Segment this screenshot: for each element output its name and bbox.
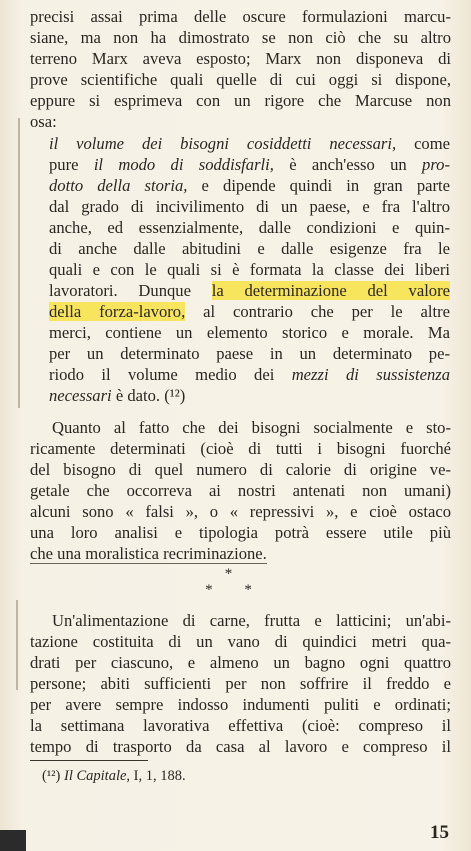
text-line: tempo di trasporto da casa al lavoro e compreso il [30,737,451,756]
text-line: drati per ciascuno, e almeno un bagno ogni quattro [30,653,451,672]
section-break: * * [205,582,266,598]
quote-line: merci, contiene un elemento storico e morale. Ma [49,323,450,342]
footnote: (¹²) Il Capitale, I, 1, 188. [42,768,186,784]
highlighted-text: la determinazione del valore [211,281,450,300]
text-line: siane, ma non ha dimostrato se non ciò che su altro [30,28,451,47]
text-line: terreno Marx aveva esposto; Marx non disponeva di [30,49,451,68]
quote-line: di anche dalle abitudini e dalle esigenze fra le [49,239,450,258]
text-line: Un'alimentazione di carne, frutta e latticini; un'abi- [52,611,451,630]
quote-line: pure il modo di soddisfarli, è anch'esso un pro- [49,155,450,174]
quote-line: per un determinato paese in un determinato pe- [49,344,450,363]
quote-line: della forza-lavoro, al contrario che per le altre [49,302,450,321]
text-line: per avere sempre indosso indumenti puliti e ordinati; [30,695,451,714]
quote-line: quali e con le quali si è formata la classe dei liberi [49,260,450,279]
text-line: getale che occorreva ai nostri antenati non umani) [30,481,451,500]
highlighted-text: della forza-lavoro, [49,302,186,321]
page-number: 15 [430,822,449,843]
text-line: che una moralistica recriminazione. [30,544,267,563]
text-line: prove scientifiche quali quelle di cui oggi si dispone, [30,70,451,89]
text-line: tazione costituita di un vano di quindici metri qua- [30,632,451,651]
section-break: * [224,566,247,582]
text-line: persone; abiti sufficienti per non soffrire il freddo e [30,674,451,693]
quote-line: necessari è dato. (¹²) [49,386,186,405]
text-line: una loro analisi e tipologia potrà essere utile più [30,523,451,542]
quote-line: dal grado di incivilimento di un paese, e fra l'altro [49,197,450,216]
quote-line: anche, ed essenzialmente, dalle condizioni e quin- [49,218,450,237]
text-line: alcuni sono « falsi », o « repressivi », e cioè ostaco [30,502,451,521]
quote-line: lavoratori. Dunque la determinazione del valore [49,281,450,300]
text-line: Quanto al fatto che dei bisogni socialmente e sto- [52,418,451,437]
quote-line: dotto della storia, e dipende quindi in gran parte [49,176,451,195]
quote-line: riodo il volume medio dei mezzi di sussistenza [49,365,450,384]
footnote-rule [30,760,148,761]
corner-mark [0,830,26,851]
margin-pencil-mark [16,600,18,690]
text-line: precisi assai prima delle oscure formulazioni marcu- [30,7,451,26]
quote-line: il volume dei bisogni cosiddetti necessari, come [49,134,450,153]
text-line: osa: [30,112,57,131]
text-line: eppure si esprimeva con un rigore che Marcuse non [30,91,451,110]
text-line: del bisogno di quel numero di calorie di origine ve- [30,460,451,479]
margin-pencil-mark [18,118,20,408]
text-line: ricamente determinati (cioè di tutti i bisogni fuorché [30,439,451,458]
text-line: la settimana lavorativa effettiva (cioè: compreso il [30,716,451,735]
